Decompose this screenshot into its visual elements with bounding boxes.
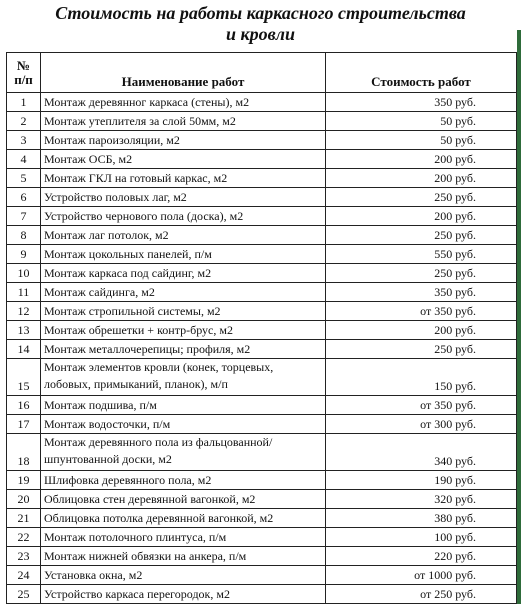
table-row (7, 131, 517, 150)
row-number: 21 (7, 509, 41, 528)
table-row (7, 207, 517, 226)
row-number: 7 (7, 207, 41, 226)
table-row (7, 188, 517, 207)
row-name: Монтаж каркаса под сайдинг, м2 (41, 264, 326, 283)
row-number: 12 (7, 302, 41, 321)
row-price: от 350 руб. (326, 302, 517, 321)
table-row (7, 264, 517, 283)
row-name: Монтаж обрешетки + контр-брус, м2 (41, 321, 326, 340)
row-name: Шлифовка деревянного пола, м2 (41, 471, 326, 490)
row-price: 250 руб. (326, 340, 517, 359)
row-number: 24 (7, 566, 41, 585)
row-number: 4 (7, 150, 41, 169)
row-name: Монтаж подшива, п/м (41, 396, 326, 415)
row-name: Монтаж ГКЛ на готовый каркас, м2 (41, 169, 326, 188)
table-row (7, 415, 517, 434)
row-name: Монтаж потолочного плинтуса, п/м (41, 528, 326, 547)
row-name: Монтаж нижней обвязки на анкера, п/м (41, 547, 326, 566)
row-price: 340 руб. (326, 434, 517, 471)
row-number: 22 (7, 528, 41, 547)
row-number: 9 (7, 245, 41, 264)
row-name: Монтаж металлочерепицы; профиля, м2 (41, 340, 326, 359)
table-row (7, 340, 517, 359)
row-price: 200 руб. (326, 150, 517, 169)
table-row (7, 547, 517, 566)
table-row (7, 528, 517, 547)
row-name: Монтаж утеплителя за слой 50мм, м2 (41, 112, 326, 131)
row-price: от 1000 руб. (326, 566, 517, 585)
row-name: Монтаж лаг потолок, м2 (41, 226, 326, 245)
row-number: 17 (7, 415, 41, 434)
row-price: 150 руб. (326, 359, 517, 396)
table-row (7, 169, 517, 188)
row-price: 380 руб. (326, 509, 517, 528)
table-row (7, 509, 517, 528)
row-price: 190 руб. (326, 471, 517, 490)
table-row (7, 112, 517, 131)
row-number: 8 (7, 226, 41, 245)
row-name: Монтаж пароизоляции, м2 (41, 131, 326, 150)
row-number: 18 (7, 434, 41, 471)
title-line-2: и кровли (226, 24, 295, 44)
table-row (7, 283, 517, 302)
row-price: 200 руб. (326, 207, 517, 226)
row-price: от 300 руб. (326, 415, 517, 434)
table-row (7, 566, 517, 585)
row-price: 250 руб. (326, 188, 517, 207)
row-number: 10 (7, 264, 41, 283)
table-row (7, 434, 517, 471)
page-title (0, 0, 521, 45)
row-price: 200 руб. (326, 321, 517, 340)
row-price: 220 руб. (326, 547, 517, 566)
header-num-line2: п/п (14, 71, 33, 87)
row-name: Монтаж водосточки, п/м (41, 415, 326, 434)
header-num-line1: № (16, 57, 31, 73)
row-price: 250 руб. (326, 226, 517, 245)
header-price: Стоимость работ (326, 53, 517, 93)
row-price: 50 руб. (326, 112, 517, 131)
table-row (7, 321, 517, 340)
table-row (7, 490, 517, 509)
table-row (7, 150, 517, 169)
row-name: Монтаж стропильной системы, м2 (41, 302, 326, 321)
table-row (7, 396, 517, 415)
row-name: Устройство половых лаг, м2 (41, 188, 326, 207)
row-number: 6 (7, 188, 41, 207)
row-name: Монтаж сайдинга, м2 (41, 283, 326, 302)
row-number: 2 (7, 112, 41, 131)
table-row (7, 359, 517, 396)
header-num (7, 53, 41, 93)
row-number: 15 (7, 359, 41, 396)
row-name: Монтаж ОСБ, м2 (41, 150, 326, 169)
right-edge-strip (517, 30, 521, 604)
row-price: 250 руб. (326, 264, 517, 283)
row-price: 320 руб. (326, 490, 517, 509)
row-number: 16 (7, 396, 41, 415)
row-number: 19 (7, 471, 41, 490)
row-name: Облицовка стен деревянной вагонкой, м2 (41, 490, 326, 509)
table-row (7, 302, 517, 321)
row-price: 100 руб. (326, 528, 517, 547)
table-row (7, 585, 517, 604)
row-price: 50 руб. (326, 131, 517, 150)
row-name: Монтаж деревянног каркаса (стены), м2 (41, 93, 326, 112)
header-name: Наименование работ (41, 53, 326, 93)
row-number: 23 (7, 547, 41, 566)
table-body (7, 93, 517, 604)
table-row (7, 93, 517, 112)
row-name: Монтаж деревянного пола из фальцованной/ шпунтованной доски, м2 (41, 434, 326, 471)
table-row (7, 471, 517, 490)
title-line-1: Стоимость на работы каркасного строительства (55, 3, 466, 23)
row-price: 350 руб. (326, 93, 517, 112)
row-number: 11 (7, 283, 41, 302)
row-price: от 350 руб. (326, 396, 517, 415)
table-row (7, 245, 517, 264)
row-name: Установка окна, м2 (41, 566, 326, 585)
row-name: Устройство чернового пола (доска), м2 (41, 207, 326, 226)
row-number: 1 (7, 93, 41, 112)
row-price: от 250 руб. (326, 585, 517, 604)
row-number: 3 (7, 131, 41, 150)
row-name: Устройство каркаса перегородок, м2 (41, 585, 326, 604)
table-row (7, 226, 517, 245)
row-number: 13 (7, 321, 41, 340)
row-name: Монтаж элементов кровли (конек, торцевых, лобовых, примыканий, планок), м/п (41, 359, 326, 396)
row-price: 200 руб. (326, 169, 517, 188)
row-price: 350 руб. (326, 283, 517, 302)
row-number: 14 (7, 340, 41, 359)
row-number: 20 (7, 490, 41, 509)
row-number: 5 (7, 169, 41, 188)
row-price: 550 руб. (326, 245, 517, 264)
row-name: Облицовка потолка деревянной вагонкой, м2 (41, 509, 326, 528)
table-header-row (7, 53, 517, 93)
price-table (6, 52, 517, 604)
row-name: Монтаж цокольных панелей, п/м (41, 245, 326, 264)
row-number: 25 (7, 585, 41, 604)
